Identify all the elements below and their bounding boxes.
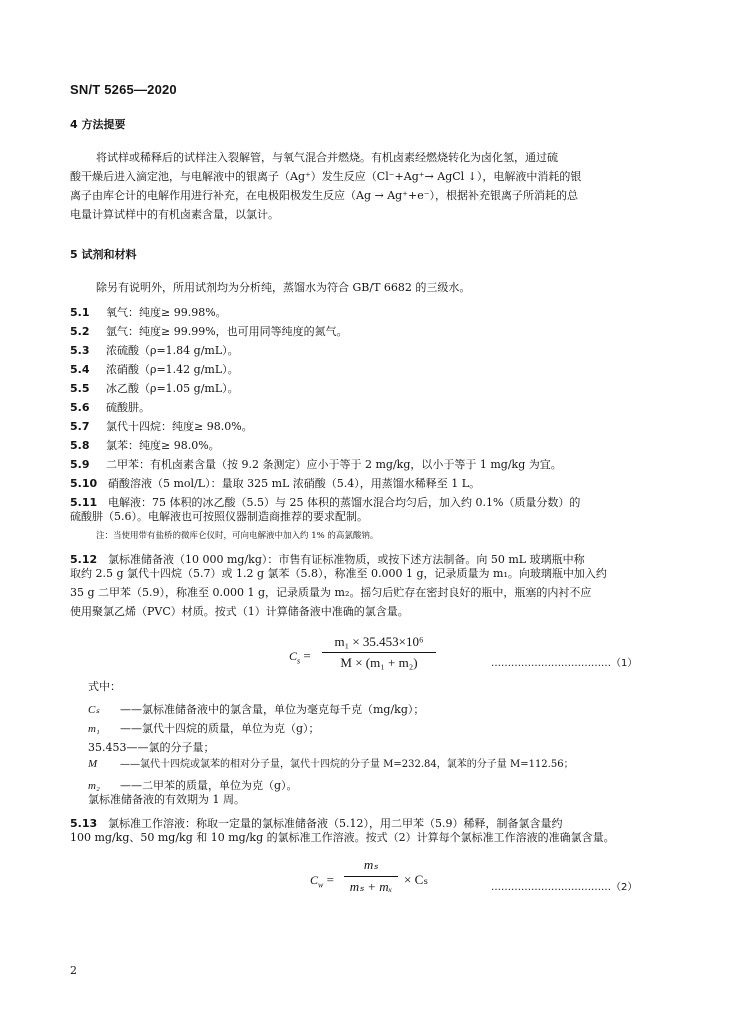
item-5-13-line-2: 100 mg/kg、50 mg/kg 和 10 mg/kg 的氯标准工作溶液。按式（2）计算每个氯标准工作溶液的准确氯含量。 — [70, 831, 615, 844]
item-text: 浓硝酸（ρ=1.42 g/mL）。 — [106, 363, 239, 376]
formula-2-numerator: mₛ — [363, 857, 379, 872]
where-title: 式中： — [88, 680, 121, 693]
item-text: 电解液：75 体积的冰乙酸（5.5）与 25 体积的蒸馏水混合均匀后，加入约 0.1%（质量分数）的 — [108, 496, 581, 509]
item-5-7 — [70, 415, 253, 434]
item-number: 5.1 — [70, 306, 90, 319]
item-5-4 — [70, 358, 239, 377]
section-4-line-1: 将试样或稀释后的试样注入裂解管，与氧气混合并燃烧。有机卤素经燃烧转化为卤化氢，通过硫 — [96, 151, 558, 164]
item-5-12-line-2: 取约 2.5 g 氯代十四烷（5.7）或 1.2 g 氯苯（5.8），称准至 0.000 1 g，记录质量为 m₁。向玻璃瓶中加入约 — [70, 567, 607, 580]
item-5-13 — [70, 812, 562, 831]
where-row-m: M ——氯代十四烷或氯苯的相对分子量，氯代十四烷的分子量 M=232.84，氯苯的分子量 M=112.56； — [88, 758, 574, 770]
formula-2-denominator: mₛ + mₓ — [349, 879, 393, 894]
section-4-line-4: 电量计算试样中的有机卤素含量，以氯计。 — [70, 208, 279, 221]
item-text: 氩气：纯度≥ 99.99%，也可用同等纯度的氮气。 — [106, 325, 348, 338]
item-5-11 — [70, 491, 580, 510]
section-4-heading: 4 方法提要 — [70, 118, 126, 131]
item-5-12 — [70, 548, 585, 567]
item-5-1 — [70, 301, 227, 320]
item-text: 氯代十四烷：纯度≥ 98.0%。 — [106, 420, 253, 433]
item-text: 硝酸溶液（5 mol/L）：量取 325 mL 浓硝酸（5.4），用蒸馏水稀释至 1 L。 — [108, 477, 481, 490]
formula-1-label: ………………………………（1） — [491, 658, 638, 669]
item-5-10 — [70, 472, 480, 491]
formula-2-tail: × Cₛ — [404, 872, 429, 887]
item-text: 氯标准工作溶液：称取一定量的氯标准储备液（5.12），用二甲苯（5.9）稀释，制备氯含量约 — [108, 817, 563, 830]
formula-1-numerator: m₁ × 35.453×10⁶ — [334, 634, 424, 649]
item-number: 5.5 — [70, 382, 90, 395]
item-text: 硫酸肼。 — [106, 401, 150, 414]
section-4-line-3: 离子由库仑计的电解作用进行补充，在电极阳极发生反应（Ag → Ag⁺+e⁻），根据补充银离子所消耗的总 — [70, 189, 579, 202]
item-number: 5.10 — [70, 477, 98, 490]
item-number: 5.4 — [70, 363, 90, 376]
item-number: 5.3 — [70, 344, 90, 357]
formula-2-lhs: $C_w$ = — [310, 872, 334, 890]
fraction-bar — [322, 652, 436, 653]
item-number: 5.6 — [70, 401, 90, 414]
note: 注：当使用带有盐桥的微库仑仪时，可向电解液中加入约 1% 的高氯酸钠。 — [96, 531, 379, 541]
fraction-bar — [344, 876, 398, 877]
section-5-heading: 5 试剂和材料 — [70, 248, 137, 261]
item-text: 浓硫酸（ρ=1.84 g/mL）。 — [106, 344, 239, 357]
item-5-12-line-3: 35 g 二甲苯（5.9），称准至 0.000 1 g，记录质量为 m₂。摇匀后贮存在密封良好的瓶中，瓶塞的内衬不应 — [70, 586, 592, 599]
validity-statement: 氯标准储备液的有效期为 1 周。 — [88, 793, 245, 806]
item-number: 5.2 — [70, 325, 90, 338]
standard-code: SN/T 5265—2020 — [70, 82, 177, 97]
where-row-m1: m₁ ——氯代十四烷的质量，单位为克（g）； — [88, 722, 320, 735]
formula-2-label: ………………………………（2） — [491, 882, 638, 893]
item-number: 5.9 — [70, 458, 90, 471]
item-number: 5.11 — [70, 496, 98, 509]
item-5-12-line-4: 使用聚氯乙烯（PVC）材质。按式（1）计算储备液中准确的氯含量。 — [70, 605, 409, 618]
section-4-line-2: 酸干燥后进入滴定池，与电解液中的银离子（Ag⁺）发生反应（Cl⁻+Ag⁺→ AgCl ↓），电解液中消耗的银 — [70, 170, 582, 183]
item-text: 冰乙酸（ρ=1.05 g/mL）。 — [106, 382, 239, 395]
page-number: 2 — [70, 964, 77, 977]
item-number: 5.7 — [70, 420, 90, 433]
where-row-cs: Cₛ ——氯标准储备液中的氯含量，单位为毫克每千克（mg/kg）； — [88, 703, 425, 716]
formula-1-lhs: $C_s$ = — [289, 648, 311, 666]
where-row-m2: m₂ ——二甲苯的质量，单位为克（g）。 — [88, 779, 298, 792]
formula-1-denominator: M × (m₁ + m₂) — [340, 655, 418, 670]
item-number: 5.8 — [70, 439, 90, 452]
where-row-35453: 35.453——氯的分子量； — [88, 741, 215, 754]
item-number: 5.13 — [70, 817, 98, 830]
item-5-8 — [70, 434, 220, 453]
section-5-intro: 除另有说明外，所用试剂均为分析纯，蒸馏水为符合 GB/T 6682 的三级水。 — [96, 281, 471, 294]
item-5-11-line-2: 硫酸肼（5.6）。电解液也可按照仪器制造商推荐的要求配制。 — [70, 510, 368, 523]
item-5-5 — [70, 377, 239, 396]
item-text: 氧气：纯度≥ 99.98%。 — [106, 306, 227, 319]
item-text: 氯标准储备液（10 000 mg/kg）：市售有证标准物质，或按下述方法制备。向 50 mL 玻璃瓶中称 — [108, 553, 585, 566]
item-5-2 — [70, 320, 348, 339]
item-5-6 — [70, 396, 150, 415]
item-text: 二甲苯：有机卤素含量（按 9.2 条测定）应小于等于 2 mg/kg，以小于等于 1 mg/kg 为宜。 — [106, 458, 562, 471]
item-text: 氯苯：纯度≥ 98.0%。 — [106, 439, 220, 452]
item-5-9 — [70, 453, 562, 472]
item-5-3 — [70, 339, 239, 358]
item-number: 5.12 — [70, 553, 98, 566]
